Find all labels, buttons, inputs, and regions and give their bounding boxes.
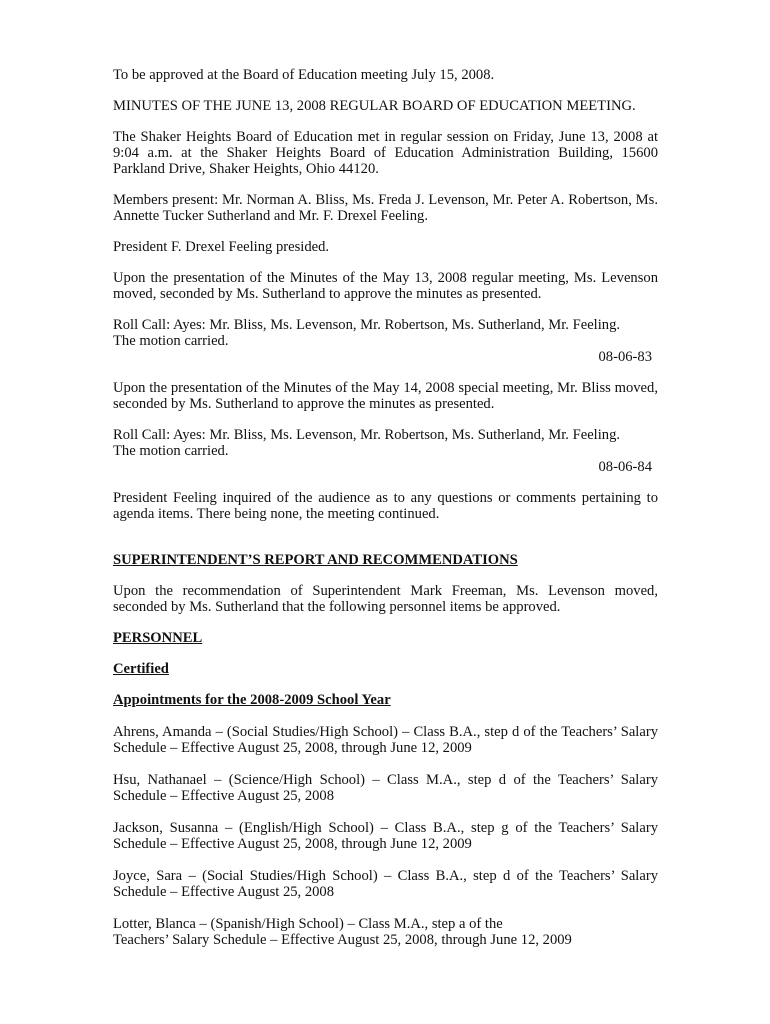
approval-note: To be approved at the Board of Education meeting July 15, 2008. xyxy=(113,67,495,83)
audience-inquiry: President Feeling inquired of the audience as to any questions or comments pertaining to agenda items. There being none, the meeting continued. xyxy=(113,490,658,522)
motion-carried-1: The motion carried. xyxy=(113,333,229,349)
certified-heading: Certified xyxy=(113,661,169,677)
appointments-heading: Appointments for the 2008-2009 School Year xyxy=(113,692,391,708)
appointment-item-last xyxy=(113,916,658,948)
recommendation-paragraph: Upon the recommendation of Superintendent Mark Freeman, Ms. Levenson moved, seconded by Ms. Sutherland that the following personnel items be approved. xyxy=(113,583,658,615)
resolution-number-1: 08-06-83 xyxy=(598,349,652,365)
roll-call-1: Roll Call: Ayes: Mr. Bliss, Ms. Levenson, Mr. Robertson, Ms. Sutherland, Mr. Feeling. xyxy=(113,317,621,333)
presided-statement: President F. Drexel Feeling presided. xyxy=(113,239,330,255)
roll-call-2: Roll Call: Ayes: Mr. Bliss, Ms. Levenson, Mr. Robertson, Ms. Sutherland, Mr. Feeling. xyxy=(113,427,621,443)
minutes-page xyxy=(113,67,658,948)
motion-may13-minutes: Upon the presentation of the Minutes of the May 13, 2008 regular meeting, Ms. Levenson moved, seconded by Ms. Sutherland to approve the minutes as presented. xyxy=(113,270,658,302)
intro-paragraph: The Shaker Heights Board of Education met in regular session on Friday, June 13, 2008 at 9:04 a.m. at the Shaker Heights Board of Education Administration Building, 15600 Parkland Drive, Shaker Heights, Ohio 44120. xyxy=(113,129,658,177)
appointment-item: Joyce, Sara – (Social Studies/High School) – Class B.A., step d of the Teachers’ Salary Schedule – Effective August 25, 2008 xyxy=(113,868,658,900)
appointment-line: Teachers’ Salary Schedule – Effective August 25, 2008, through June 12, 2009 xyxy=(113,932,572,948)
appointment-item: Ahrens, Amanda – (Social Studies/High School) – Class B.A., step d of the Teachers’ Salary Schedule – Effective August 25, 2008, through June 12, 2009 xyxy=(113,724,658,756)
motion-carried-2: The motion carried. xyxy=(113,443,229,459)
document-title: MINUTES OF THE JUNE 13, 2008 REGULAR BOARD OF EDUCATION MEETING. xyxy=(113,98,636,114)
personnel-heading: PERSONNEL xyxy=(113,630,203,646)
resolution-number-2: 08-06-84 xyxy=(598,459,652,475)
section-heading-superintendent: SUPERINTENDENT’S REPORT AND RECOMMENDATIONS xyxy=(113,552,518,568)
motion-may14-minutes: Upon the presentation of the Minutes of the May 14, 2008 special meeting, Mr. Bliss moved, seconded by Ms. Sutherland to approve the minutes as presented. xyxy=(113,380,658,412)
appointment-item: Hsu, Nathanael – (Science/High School) – Class M.A., step d of the Teachers’ Salary Schedule – Effective August 25, 2008 xyxy=(113,772,658,804)
appointment-item: Jackson, Susanna – (English/High School) – Class B.A., step g of the Teachers’ Salary Schedule – Effective August 25, 2008, through June 12, 2009 xyxy=(113,820,658,852)
appointment-line: Lotter, Blanca – (Spanish/High School) – Class M.A., step a of the xyxy=(113,916,503,932)
members-present: Members present: Mr. Norman A. Bliss, Ms. Freda J. Levenson, Mr. Peter A. Robertson, Ms. Annette Tucker Sutherland and Mr. F. Drexel Feeling. xyxy=(113,192,658,224)
